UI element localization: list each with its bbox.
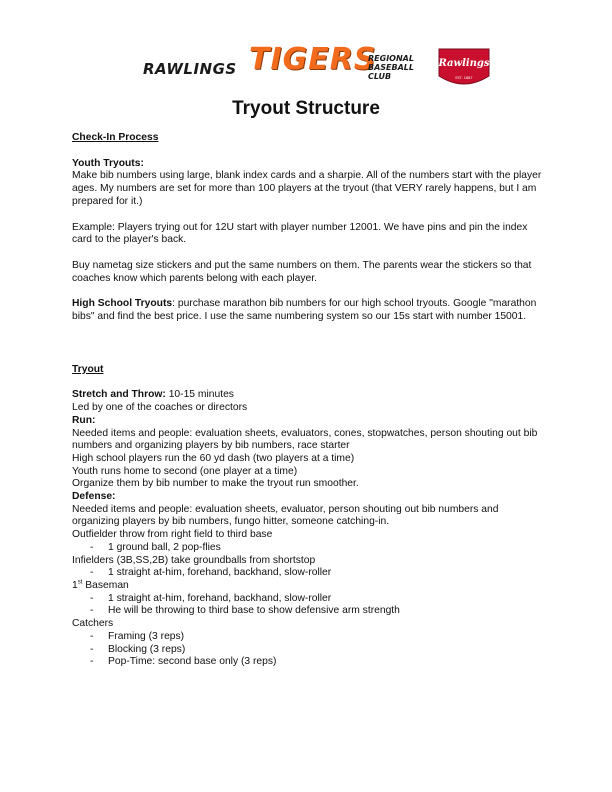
run-organize-text: Organize them by bib number to make the tryout run smoother. [72,478,359,490]
stretch-line [72,389,542,402]
list-item: - He will be throwing to third base to show defensive arm strength [72,605,542,618]
outfielder-list [72,542,542,555]
rawlings-patch-logo [437,46,491,90]
rawlings-wordmark: RAWLINGS [143,60,237,78]
first-baseman-text: 1st Baseman [72,579,129,591]
first-baseman-list [72,593,542,618]
run-label: Run: [72,414,96,426]
run-needed-text: Needed items and people: evaluation sheets, evaluators, cones, stopwatches, person shouting out bib numbers and organizing players by bib numbers, race starter [72,427,538,452]
list-item: - 1 straight at-him, forehand, backhand, slow-roller [72,593,542,606]
run-youth-text: Youth runs home to second (one player at a time) [72,465,298,477]
list-item: - Blocking (3 reps) [72,644,542,657]
high-school-text: : purchase marathon bib numbers for our high school tryouts. Google "marathon bibs" and find the best price. I use the same numbering system so our 15s start with number 15001. [72,298,537,323]
high-school-label: High School Tryouts [72,298,173,310]
tryout-heading: Tryout [72,363,104,375]
youth-tryouts-text: Make bib numbers using large, blank index cards and a sharpie. All of the numbers start with the player ages. My numbers are set for more than 100 players at the tryout (that VERY rarely happens, but I am prepared for it.) [72,170,542,207]
nametag-text: Buy nametag size stickers and put the same numbers on them. The parents wear the stickers so that coaches know which parents belong with each player. [72,259,532,284]
stretch-text: 10-15 minutes [165,389,234,401]
high-school-paragraph [72,298,542,323]
tigers-logo: TIGERS [249,42,377,77]
list-item: - Pop-Time: second base only (3 reps) [72,656,542,669]
infielder-list [72,567,542,580]
regional-baseball-club-text: REGIONAL BASEBALL CLUB [368,54,414,81]
header-logos [0,40,612,96]
patch-small-text: EST. 1887 [455,76,473,80]
defense-label: Defense: [72,491,116,503]
catcher-list [72,631,542,669]
run-hs-text: High school players run the 60 yd dash (two players at a time) [72,452,355,464]
list-item: - Framing (3 reps) [72,631,542,644]
list-item: - 1 ground ball, 2 pop-flies [72,542,542,555]
defense-needed-text: Needed items and people: evaluation sheets, evaluator, person shouting out bib numbers and organizing players by bib numbers, fungo hitter, someone catching-in. [72,503,499,528]
youth-tryouts-label: Youth Tryouts: [72,157,144,169]
stretch-label: Stretch and Throw: [72,389,166,401]
checkin-heading: Check-In Process [72,132,159,143]
led-by-text: Led by one of the coaches or directors [72,402,248,414]
patch-text: Rawlings [438,58,490,69]
list-item: - 1 straight at-him, forehand, backhand, slow-roller [72,567,542,580]
document-body [72,132,542,669]
page-title: Tryout Structure [232,98,380,119]
catchers-text: Catchers [72,618,114,630]
example-text: Example: Players trying out for 12U start with player number 12001. We have pins and pin the index card to the player's back. [72,221,528,246]
outfielder-text: Outfielder throw from right field to third base [72,529,273,541]
infielders-text: Infielders (3B,SS,2B) take groundballs from shortstop [72,554,316,566]
